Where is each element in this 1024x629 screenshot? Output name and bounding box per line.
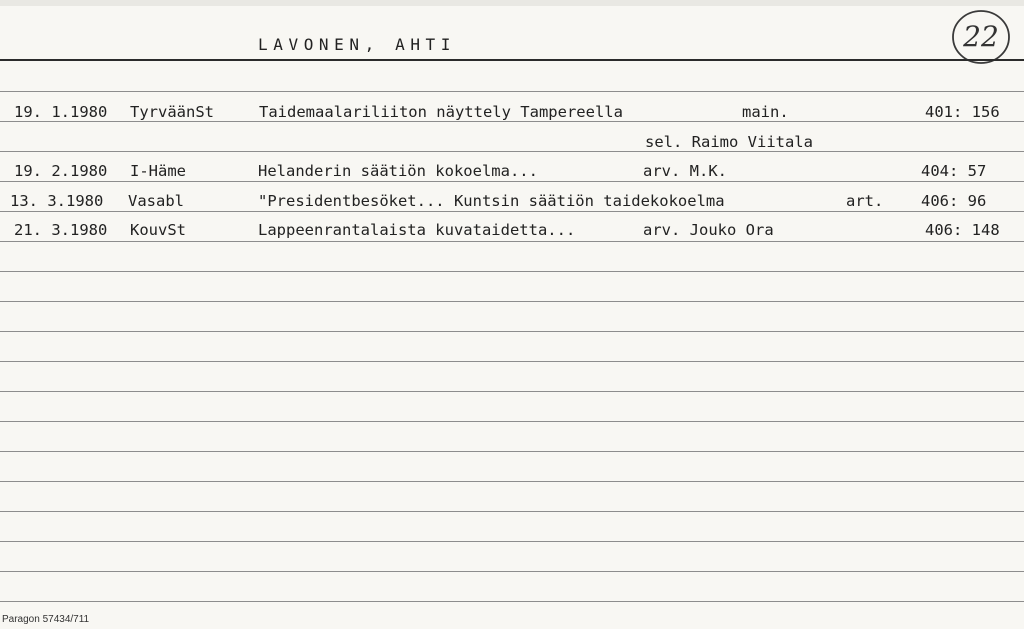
ruled-line [0, 271, 1024, 272]
ruled-line [0, 91, 1024, 92]
entry-date: 13. 3.1980 [10, 192, 104, 210]
entry-paper: Vasabl [128, 192, 184, 210]
entry-note: arv. Jouko Ora [643, 221, 774, 239]
ruled-line [0, 421, 1024, 422]
card-top-edge [0, 0, 1024, 6]
entry-ref: 406: 96 [921, 192, 987, 210]
ruled-line [0, 361, 1024, 362]
entry-date: 19. 1.1980 [14, 103, 108, 121]
entry-paper: KouvSt [130, 221, 186, 239]
card-name-heading: LAVONEN, AHTI [258, 35, 457, 54]
ruled-line [0, 151, 1024, 152]
entry-ref: 404: 57 [921, 162, 987, 180]
ruled-line [0, 331, 1024, 332]
entry-note: main. [742, 103, 789, 121]
entry-date: 19. 2.1980 [14, 162, 108, 180]
ruled-line [0, 211, 1024, 212]
ruled-line [0, 301, 1024, 302]
ruled-line [0, 571, 1024, 572]
ruled-line [0, 511, 1024, 512]
ruled-line [0, 481, 1024, 482]
entry-title: Helanderin säätiön kokoelma... [258, 162, 538, 180]
ruled-line [0, 451, 1024, 452]
ruled-line [0, 121, 1024, 122]
header-rule [0, 59, 1024, 61]
entry-date: 21. 3.1980 [14, 221, 108, 239]
card-number-stamp [950, 8, 1012, 66]
ruled-line [0, 241, 1024, 242]
entry-paper: I-Häme [130, 162, 186, 180]
card-number: 22 [963, 20, 999, 53]
ruled-line [0, 391, 1024, 392]
ruled-line [0, 601, 1024, 602]
ruled-line [0, 541, 1024, 542]
printer-imprint: Paragon 57434/711 [2, 614, 90, 625]
entry-title: "Presidentbesöket... Kuntsin säätiön taidekokoelma [258, 192, 725, 210]
entry-note: art. [846, 192, 884, 210]
entry-ref: 401: 156 [925, 103, 1000, 121]
entry-title: Lappeenrantalaista kuvataidetta... [258, 221, 576, 239]
ruled-line [0, 181, 1024, 182]
entry-title: Taidemaalariliiton näyttely Tampereella [259, 103, 623, 121]
entry-ref: 406: 148 [925, 221, 1000, 239]
entry-note: arv. M.K. [643, 162, 727, 180]
entry-paper: TyrväänSt [130, 103, 214, 121]
entry-continuation: sel. Raimo Viitala [645, 133, 813, 151]
